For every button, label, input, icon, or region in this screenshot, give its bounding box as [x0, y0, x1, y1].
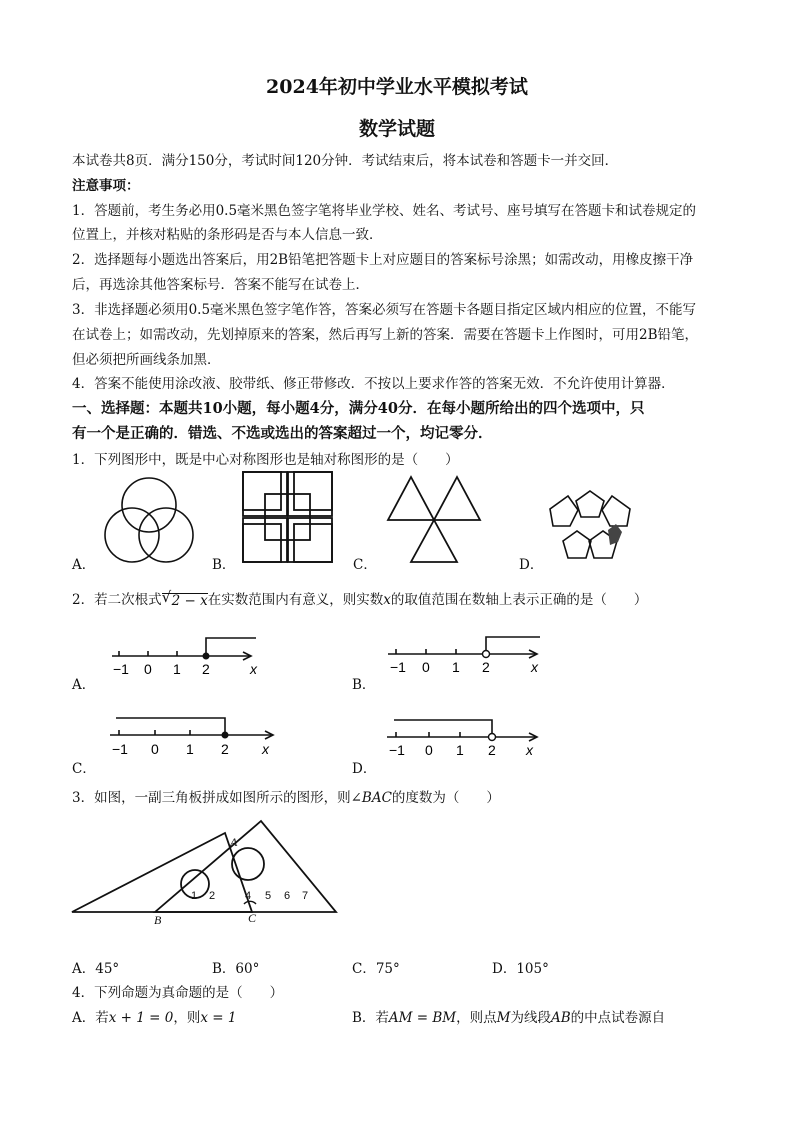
q2-option-d[interactable]: D． — [352, 761, 377, 777]
ruler-number: 1 — [191, 890, 198, 902]
q2-stem-prefix: 2．若二次根式 — [72, 592, 162, 608]
section-heading: 一、选择题：本题共10小题，每小题4分，满分40分．在每小题所给出的四个选项中，只 — [72, 400, 645, 417]
q2-stem-suffix: 在实数范围内有意义，则实数 — [207, 592, 384, 608]
q4-a-res: x = 1 — [200, 1010, 237, 1026]
exam-subject: 数学试题 — [358, 118, 435, 140]
label-b: B — [154, 913, 162, 927]
tick-label: 1 — [452, 659, 460, 675]
axis-var: x — [262, 741, 269, 757]
q4-option-b[interactable] — [352, 1006, 665, 1026]
tick-label: 0 — [422, 659, 430, 675]
tick-label: −1 — [113, 661, 129, 677]
tick-label: 1 — [173, 661, 181, 677]
q3-option-a[interactable]: A．45° — [72, 961, 120, 977]
label-a: A — [230, 835, 238, 849]
q4-a-prefix: A．若 — [72, 1010, 109, 1026]
q3-option-c[interactable]: C．75° — [352, 961, 400, 977]
tick-label: 2 — [202, 661, 210, 677]
q3-stem-suffix: 的度数为（ ） — [391, 790, 500, 806]
q1-option-d[interactable]: D． — [519, 557, 544, 573]
q1-stem: 1．下列图形中，既是中心对称图形也是轴对称图形的是（ ） — [72, 452, 459, 468]
q2-radicand: 2 − x — [171, 593, 208, 609]
ruler-number: 6 — [284, 890, 291, 902]
q1-option-b[interactable]: B． — [212, 557, 236, 573]
q4-option-a[interactable] — [72, 1006, 236, 1026]
tick-label: 1 — [186, 741, 194, 757]
ruler-number: 2 — [209, 890, 216, 902]
note-line: 在试卷上；如需改动，先划掉原来的答案，然后再写上新的答案．需要在答题卡上作图时，可用2B铅笔， — [72, 327, 699, 343]
q2-option-c[interactable]: C． — [72, 761, 96, 777]
tick-label: −1 — [389, 742, 405, 758]
tick-label: 0 — [144, 661, 152, 677]
q2-var: x — [383, 592, 391, 608]
axis-var: x — [250, 661, 257, 677]
q4-b-eq: AM = BM — [388, 1010, 457, 1026]
q4-a-mid: ，则 — [173, 1010, 201, 1026]
q4-b-ab: AB — [550, 1010, 571, 1026]
note-line: 2．选择题每小题选出答案后，用2B铅笔把答题卡上对应题目的答案标号涂黑；如需改动，用橡皮擦干净 — [72, 252, 694, 268]
q2-option-a[interactable]: A． — [72, 677, 96, 693]
q4-b-prefix: B．若 — [352, 1010, 389, 1026]
note-line: 4．答案不能使用涂改液、胶带纸、修正带修改．不按以上要求作答的答案无效．不允许使用计算器． — [72, 376, 675, 392]
q1-option-a[interactable]: A． — [72, 557, 96, 573]
q4-b-mid2: 为线段 — [510, 1010, 551, 1026]
tick-label: 2 — [221, 741, 229, 757]
note-line: 后，再选涂其他答案标号．答案不能写在试卷上． — [72, 277, 369, 293]
q3-option-b[interactable]: B．60° — [212, 961, 260, 977]
q4-stem: 4．下列命题为真命题的是（ ） — [72, 985, 284, 1001]
axis-var: x — [531, 659, 538, 675]
q3-angle: ∠BAC — [350, 790, 392, 806]
q2-stem-end: 的取值范围在数轴上表示正确的是（ ） — [390, 592, 648, 608]
notes-heading: 注意事项： — [72, 178, 140, 194]
q3-option-d[interactable]: D．105° — [492, 961, 549, 977]
tick-label: 0 — [425, 742, 433, 758]
ruler-number: 5 — [265, 890, 272, 902]
exam-title: 2024年初中学业水平模拟考试 — [266, 76, 528, 98]
tick-label: 0 — [151, 741, 159, 757]
label-c: C — [248, 911, 257, 925]
q4-b-end: 的中点试卷源自 — [570, 1010, 666, 1026]
note-line: 1．答题前，考生务必用0.5毫米黑色签字笔将毕业学校、姓名、考试号、座号填写在答题卡和试卷规定的 — [72, 203, 697, 219]
tick-label: −1 — [112, 741, 128, 757]
q4-b-mid: ，则点 — [456, 1010, 497, 1026]
q4-b-m: M — [496, 1010, 511, 1026]
q1-option-c[interactable]: C． — [353, 557, 377, 573]
q2-radical: √ 2 − x — [161, 588, 208, 609]
note-line: 3．非选择题必须用0.5毫米黑色签字笔作答，答案必须写在答题卡各题目指定区域内相应的位置，不能写 — [72, 302, 697, 318]
ruler-number: 4 — [245, 890, 252, 902]
q4-a-eq: x + 1 = 0 — [108, 1010, 174, 1026]
tick-label: 2 — [482, 659, 490, 675]
tick-label: 1 — [456, 742, 464, 758]
section-heading-cont: 有一个是正确的．错选、不选或选出的答案超过一个，均记零分． — [72, 425, 493, 442]
tick-label: 2 — [488, 742, 496, 758]
intro-text: 本试卷共8页．满分150分，考试时间120分钟．考试结束后，将本试卷和答题卡一并交回． — [72, 153, 619, 169]
q2-option-b[interactable]: B． — [352, 677, 376, 693]
ruler-number: 7 — [302, 890, 309, 902]
note-line: 但必须把所画线条加黑． — [72, 352, 221, 368]
note-line: 位置上，并核对粘贴的条形码是否与本人信息一致． — [72, 227, 383, 243]
tick-label: −1 — [390, 659, 406, 675]
q3-stem-prefix: 3．如图，一副三角板拼成如图所示的图形，则 — [72, 790, 351, 806]
axis-var: x — [526, 742, 533, 758]
